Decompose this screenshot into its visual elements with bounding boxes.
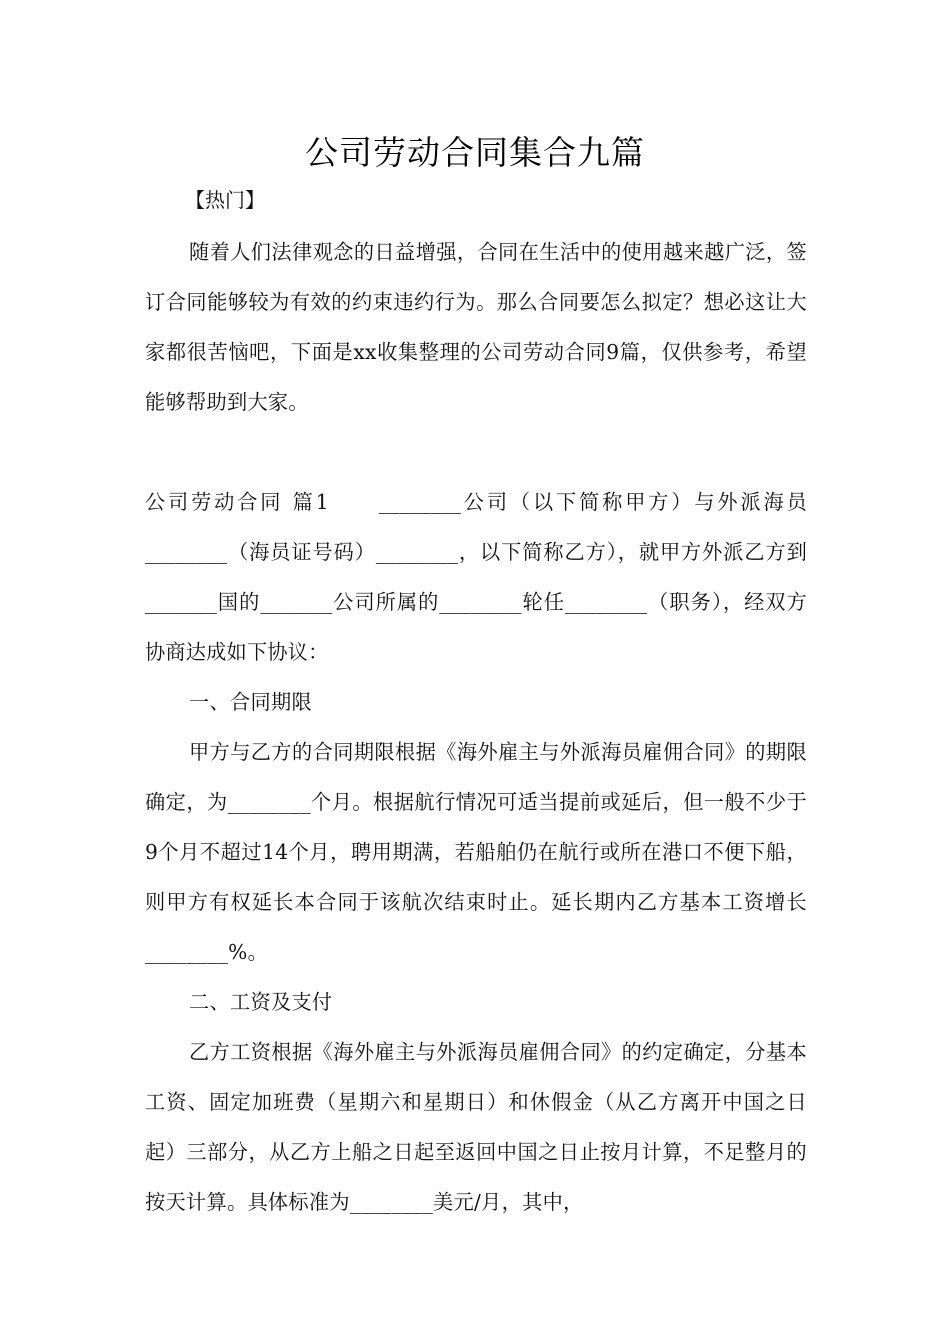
section-body-term: 甲方与乙方的合同期限根据《海外雇主与外派海员雇佣合同》的期限确定，为________个月。根据航行情况可适当提前或延后，但一般不少于9个月不超过14个月，聘用期满，若船舶仍在航行或所在港口不便下船，则甲方有权延长本合同于该航次结束时止。延长期内乙方基本工资增长________%。 — [145, 740, 807, 964]
chapter-lead-text: ________公司（以下简称甲方）与外派海员________（海员证号码）________，以下简称乙方），就甲方外派乙方到_______国的_______公司所属的________轮任________（职务），经双方协商达成如下协议： — [145, 490, 807, 664]
hot-tag: 【热门】 — [185, 188, 265, 212]
chapter-label: 公司劳动合同 篇1 — [145, 490, 329, 514]
section-heading-salary: 二、工资及支付 — [189, 990, 333, 1014]
document-body — [145, 227, 807, 1227]
section-body-salary: 乙方工资根据《海外雇主与外派海员雇佣合同》的约定确定，分基本工资、固定加班费（星期六和星期日）和休假金（从乙方离开中国之日起）三部分，从乙方上船之日起至返回中国之日止按月计算，不足整月的按天计算。具体标准为________美元/月，其中， — [145, 1040, 807, 1214]
intro-paragraph: 随着人们法律观念的日益增强，合同在生活中的使用越来越广泛，签订合同能够较为有效的约束违约行为。那么合同要怎么拟定？想必这让大家都很苦恼吧，下面是xx收集整理的公司劳动合同9篇，仅供参考，希望能够帮助到大家。 — [145, 240, 807, 414]
section-heading-term: 一、合同期限 — [189, 690, 312, 714]
chapter-lead-paragraph — [145, 477, 807, 677]
document-title: 公司劳动合同集合九篇 — [305, 133, 645, 172]
